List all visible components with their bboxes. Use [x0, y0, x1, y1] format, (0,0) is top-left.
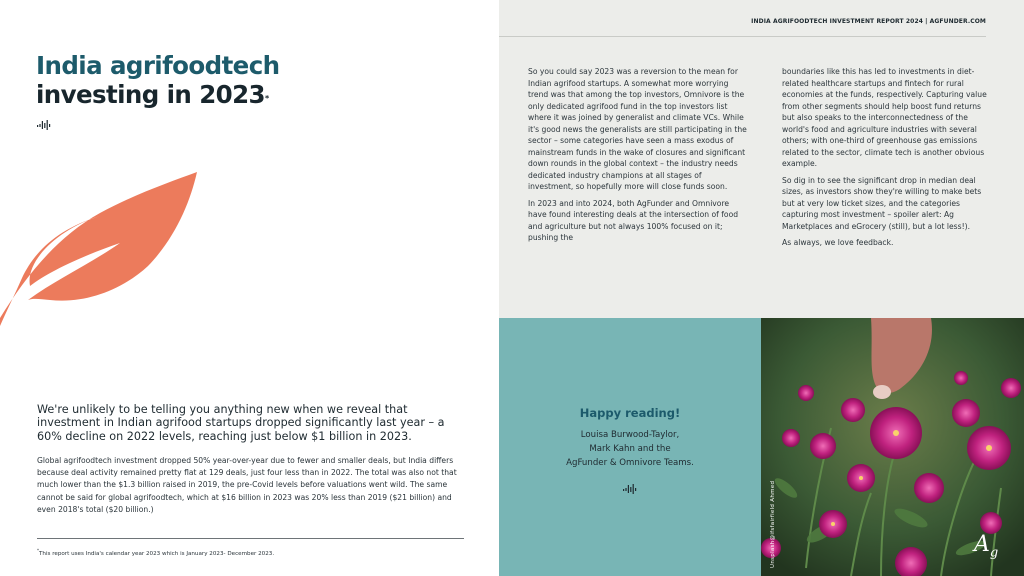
signoff-line-2: Mark Kahn and the: [589, 444, 671, 454]
column-2-paragraph-2: So dig in to see the significant drop in median deal sizes, as investors show they're willing to make bets but at very low ticket sizes, and the categories capturing most investment – spoiler alert: Ag Marketplaces and eGrocery (still), but a lot less!).: [782, 175, 982, 231]
title-line-1: India agrifoodtech: [36, 51, 280, 80]
text-column-1: [528, 66, 748, 249]
column-1-paragraph-2: In 2023 and into 2024, both AgFunder and Omnivore have found interesting deals at the intersection of food and agriculture but not always 100% focused on it; pushing the: [528, 198, 739, 242]
header-divider: [499, 36, 986, 37]
logo-letter-main: A: [974, 532, 990, 557]
signoff-line-1: Louisa Burwood-Taylor,: [580, 430, 680, 440]
squiggle-divider-icon: [623, 484, 637, 494]
title-line-2-text: investing in 2023: [36, 80, 265, 109]
column-2-paragraph-1: boundaries like this has led to investments in diet-related healthcare startups and fintech for rural economies at the funds, respectively. Capturing value from other segments should help boost fund returns but also speaks to the interconnectedness of the world's food and agriculture industries with several others; with one-third of greenhouse gas emissions related to the sector, climate tech is another obvious example.: [782, 67, 987, 168]
body-paragraph: Global agrifoodtech investment dropped 50% year-over-year due to fewer and smaller deals, but India differs because deal activity remained pretty flat at 129 deals, just four less than in 2022. The total was also not that much lower than the $1.3 billion raised in 2019, the pre-Covid levels before valuations went wild. The same cannot be said for global agrifoodtech, which at $16 billion in 2023 was 20% less than 2019 ($21 billion) and even 2018's total ($20 billion.): [37, 456, 457, 514]
squiggle-divider-icon: [37, 120, 51, 130]
signoff-line-3: AgFunder & Omnivore Teams.: [566, 458, 694, 468]
agfunder-logo: [974, 532, 998, 560]
footnote-divider: [37, 538, 464, 539]
footnote-text: This report uses India's calendar year 2023 which is January 2023- December 2023.: [39, 550, 275, 557]
leaf-icon: [0, 168, 200, 328]
footnote: [37, 548, 274, 557]
report-header: INDIA AGRIFOODTECH INVESTMENT REPORT 2024 | AGFUNDER.COM: [751, 18, 986, 25]
photo-credit: Unsplash@ifsfairfield Ahmed: [770, 480, 776, 568]
intro-paragraph: We're unlikely to be telling you anything new when we reveal that investment in Indian agrifood startups dropped significantly last year – a 60% decline on 2022 levels, reaching just below $1 billion in 2023.: [37, 403, 445, 443]
footnote-mark: *: [37, 548, 39, 553]
logo-letter-sub: g: [989, 545, 999, 561]
column-1-paragraph-1: So you could say 2023 was a reversion to the mean for Indian agrifood startups. A somewhat more worrying trend was that among the top investors, Omnivore is the only dedicated agrifood fund in the top investors list where it was joined by generalist and climate VCs. While it's good news the generalists are still participating in the sector – some categories have seen a mass exodus of mainstream funds in the wake of closures and significant down rounds in the global context – the industry needs dedicated industry champions at all stages of investment, so hopefully more will close funds soon.: [528, 67, 747, 191]
page-title: [36, 51, 279, 109]
text-column-2: [782, 66, 992, 254]
signoff-heading: Happy reading!: [579, 406, 681, 420]
title-line-2: [36, 80, 279, 109]
title-footnote-mark: *: [265, 94, 269, 103]
signoff-names: [499, 428, 761, 470]
column-2-paragraph-3: As always, we love feedback.: [782, 238, 894, 247]
